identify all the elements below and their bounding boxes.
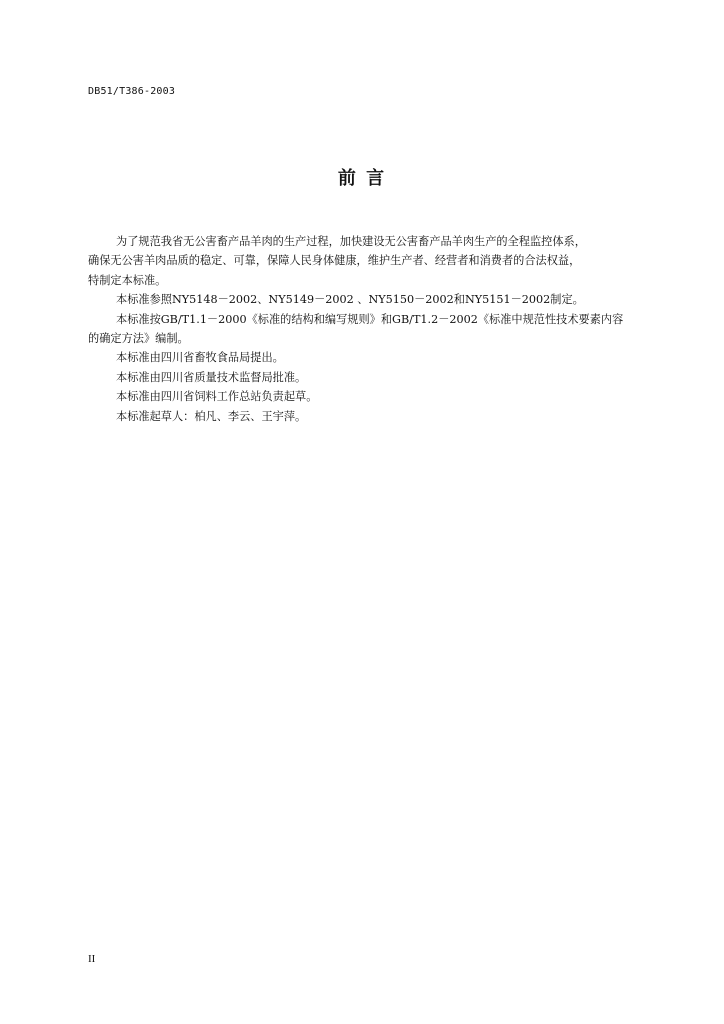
paragraph-1-line-3: 特制定本标准。 xyxy=(88,273,167,287)
paragraph-1-line-1: 为了规范我省无公害畜产品羊肉的生产过程，加快建设无公害畜产品羊肉生产的全程监控体系， xyxy=(116,235,586,248)
foreword-body xyxy=(88,232,668,426)
page-title: 前 言 xyxy=(337,168,387,189)
paragraph-1-line-2: 确保无公害羊肉品质的稳定、可靠，保障人民身体健康，维护生产者、经营者和消费者的合法权益， xyxy=(88,254,581,268)
paragraph-7-line-1: 本标准起草人：柏凡、李云、王宇萍。 xyxy=(116,409,307,423)
paragraph-6-line-1: 本标准由四川省饲料工作总站负责起草。 xyxy=(116,390,318,404)
paragraph-5-line-1: 本标准由四川省质量技术监督局批准。 xyxy=(116,370,307,384)
paragraph-4-line-1: 本标准由四川省畜牧食品局提出。 xyxy=(116,351,284,365)
paragraph-3-line-2: 的确定方法》编制。 xyxy=(88,332,189,346)
paragraph-2-line-1: 本标准参照NY5148－2002、NY5149－2002 、NY5150－2002和NY5151－2002制定。 xyxy=(116,293,584,307)
page-number: II xyxy=(88,953,96,965)
document-code: DB51/T386-2003 xyxy=(88,86,176,97)
paragraph-3-line-1: 本标准按GB/T1.1－2000《标准的结构和编写规则》和GB/T1.2－2002《标准中规范性技术要素内容 xyxy=(116,312,624,326)
